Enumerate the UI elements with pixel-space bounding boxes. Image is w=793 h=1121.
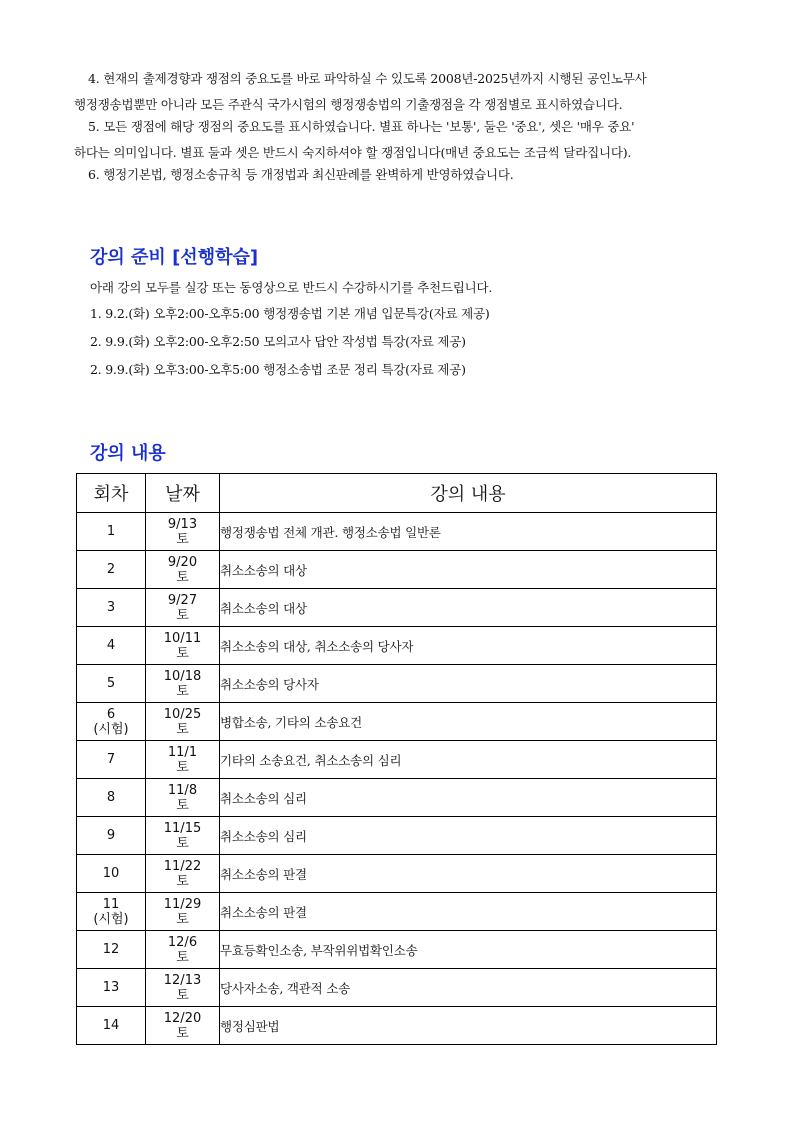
weekday: 토: [176, 949, 189, 965]
table-row: [77, 551, 717, 589]
note-5-line-2: 하다는 의미입니다. 별표 둘과 셋은 반드시 숙지하셔야 할 쟁점입니다(매년 중요도는 조금씩 달라집니다).: [74, 145, 632, 160]
date-value: 10/11: [163, 630, 202, 646]
table-row: [77, 741, 717, 779]
topic-cell: 기타의 소송요건, 취소소송의 심리: [220, 741, 717, 779]
round-exam-label: (시험): [93, 911, 129, 927]
topic-cell: 취소소송의 당사자: [220, 665, 717, 703]
topic-cell: 취소소송의 대상: [220, 551, 717, 589]
date-cell: [146, 513, 220, 551]
round-cell: [77, 741, 146, 779]
table-row: [77, 931, 717, 969]
prep-item: 2. 9.9.(화) 오후3:00-오후5:00 행정소송법 조문 정리 특강(자료 제공): [90, 362, 466, 377]
weekday: 토: [176, 645, 189, 661]
date-cell: [146, 589, 220, 627]
note-5: [74, 114, 724, 166]
round-number: 6: [106, 706, 116, 722]
date-cell: [146, 969, 220, 1007]
date-value: 9/27: [167, 592, 198, 608]
date-cell: [146, 703, 220, 741]
round-cell: [77, 931, 146, 969]
date-cell: [146, 665, 220, 703]
date-cell: [146, 817, 220, 855]
round-number: 11: [102, 896, 120, 912]
content-heading: 강의 내용: [90, 443, 166, 464]
round-number: 1: [106, 524, 116, 539]
table-row: [77, 589, 717, 627]
table-body: [77, 513, 717, 1045]
round-number: 8: [106, 790, 116, 805]
date-value: 11/29: [163, 896, 202, 912]
date-value: 9/13: [167, 516, 198, 532]
date-cell: [146, 931, 220, 969]
round-number: 14: [102, 1018, 120, 1033]
date-cell: [146, 893, 220, 931]
round-number: 5: [106, 676, 116, 691]
prep-intro: 아래 강의 모두를 실강 또는 동영상으로 반드시 수강하시기를 추천드립니다.: [90, 280, 493, 295]
date-cell: [146, 741, 220, 779]
date-cell: [146, 779, 220, 817]
round-exam-label: (시험): [93, 721, 129, 737]
table-row: [77, 969, 717, 1007]
weekday: 토: [176, 569, 189, 585]
round-cell: [77, 551, 146, 589]
table-row: [77, 1007, 717, 1045]
note-5-line-1: 5. 모든 쟁점에 해당 쟁점의 중요도를 표시하였습니다. 별표 하나는 '보통', 둘은 '중요', 셋은 '매우 중요': [88, 119, 635, 134]
round-number: 12: [102, 942, 120, 957]
round-number: 7: [106, 752, 116, 767]
round-cell: [77, 703, 146, 741]
table-row: [77, 893, 717, 931]
prep-item: 2. 9.9.(화) 오후2:00-오후2:50 모의고사 답안 작성법 특강(자료 제공): [90, 334, 466, 349]
round-cell: [77, 627, 146, 665]
note-4: [74, 66, 724, 118]
topic-cell: 당사자소송, 객관적 소송: [220, 969, 717, 1007]
date-value: 10/25: [163, 706, 202, 722]
table-row: [77, 627, 717, 665]
note-6-line-1: 6. 행정기본법, 행정소송규칙 등 개정법과 최신판례를 완벽하게 반영하였습니다.: [88, 167, 514, 182]
round-cell: [77, 779, 146, 817]
topic-cell: 취소소송의 대상: [220, 589, 717, 627]
table-row: [77, 665, 717, 703]
table-row: [77, 817, 717, 855]
table-header-row: [77, 474, 717, 513]
prep-heading: 강의 준비 [선행학습]: [90, 247, 259, 268]
topic-cell: 취소소송의 심리: [220, 817, 717, 855]
round-cell: [77, 665, 146, 703]
topic-cell: 행정심판법: [220, 1007, 717, 1045]
round-cell: [77, 1007, 146, 1045]
topic-cell: 취소소송의 심리: [220, 779, 717, 817]
note-4-line-1: 4. 현재의 출제경향과 쟁점의 중요도를 바로 파악하실 수 있도록 2008년-2025년까지 시행된 공인노무사: [88, 71, 647, 86]
date-cell: [146, 551, 220, 589]
weekday: 토: [176, 1025, 189, 1041]
weekday: 토: [176, 873, 189, 889]
weekday: 토: [176, 835, 189, 851]
weekday: 토: [176, 987, 189, 1003]
topic-cell: 취소소송의 대상, 취소소송의 당사자: [220, 627, 717, 665]
date-value: 12/20: [163, 1010, 202, 1026]
date-value: 9/20: [167, 554, 198, 570]
date-value: 11/1: [167, 744, 198, 760]
topic-cell: 병합소송, 기타의 소송요건: [220, 703, 717, 741]
table-row: [77, 855, 717, 893]
date-value: 11/22: [163, 858, 202, 874]
topic-cell: 취소소송의 판결: [220, 893, 717, 931]
date-cell: [146, 1007, 220, 1045]
round-cell: [77, 893, 146, 931]
round-cell: [77, 969, 146, 1007]
date-value: 12/6: [167, 934, 198, 950]
round-number: 10: [102, 866, 120, 881]
round-cell: [77, 855, 146, 893]
weekday: 토: [176, 911, 189, 927]
date-value: 10/18: [163, 668, 202, 684]
round-cell: [77, 589, 146, 627]
round-number: 9: [106, 828, 116, 843]
header-date: 날짜: [146, 474, 220, 513]
topic-cell: 무효등확인소송, 부작위위법확인소송: [220, 931, 717, 969]
weekday: 토: [176, 531, 189, 547]
round-number: 4: [106, 638, 116, 653]
weekday: 토: [176, 683, 189, 699]
date-cell: [146, 627, 220, 665]
round-cell: [77, 513, 146, 551]
table-row: [77, 513, 717, 551]
header-round: 회차: [77, 474, 146, 513]
round-cell: [77, 817, 146, 855]
note-4-line-2: 행정쟁송법뿐만 아니라 모든 주관식 국가시험의 행정쟁송법의 기출쟁점을 각 쟁점별로 표시하였습니다.: [74, 97, 623, 112]
round-number: 3: [106, 600, 116, 615]
round-number: 13: [102, 980, 120, 995]
table-row: [77, 779, 717, 817]
prep-item: 1. 9.2.(화) 오후2:00-오후5:00 행정쟁송법 기본 개념 입문특강(자료 제공): [90, 306, 490, 321]
topic-cell: 행정쟁송법 전체 개관. 행정소송법 일반론: [220, 513, 717, 551]
weekday: 토: [176, 797, 189, 813]
date-value: 12/13: [163, 972, 202, 988]
date-value: 11/15: [163, 820, 202, 836]
round-number: 2: [106, 562, 116, 577]
weekday: 토: [176, 607, 189, 623]
date-cell: [146, 855, 220, 893]
date-value: 11/8: [167, 782, 198, 798]
table-row: [77, 703, 717, 741]
topic-cell: 취소소송의 판결: [220, 855, 717, 893]
note-6: [74, 162, 724, 188]
weekday: 토: [176, 721, 189, 737]
weekday: 토: [176, 759, 189, 775]
header-topic: 강의 내용: [220, 474, 717, 513]
lecture-schedule-table: [76, 473, 717, 1045]
